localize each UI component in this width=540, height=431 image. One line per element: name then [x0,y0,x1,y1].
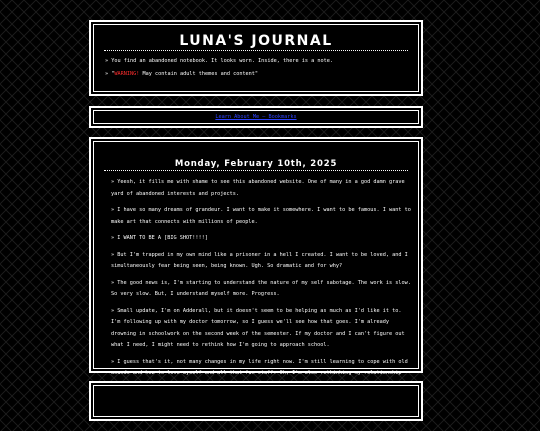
next-entry-panel [89,381,423,421]
intro-warning-line [105,71,411,78]
entry-paragraph: » I guess that's it, not many changes in my life right now. I'm still learning to cope with old wounds and how to love myself and all that fun stuff. Oh, I'm also rethinking my relationship [111,358,408,376]
title-divider [104,50,408,51]
warning-text: May contain adult themes and content" [139,71,259,77]
intro-line: » You find an abandoned notebook. It looks worn. Inside, there is a note. [105,58,333,64]
entry-date: Monday, February 10th, 2025 [174,159,338,169]
entry-paragraph: » The good news is, I'm starting to understand the nature of my self sabotage. The work is slow. So very slow. But, I understand myself more. Progress. [111,279,411,297]
entry-paragraph: » I WANT TO BE A [BIG SHOT!!!!] [111,235,208,241]
page-title: LUNA'S JOURNAL [179,33,333,49]
about-me-link[interactable]: Learn About Me – Bookmarks [215,114,297,120]
nav-panel [89,106,423,128]
warning-prefix: » " [105,71,115,77]
entry-paragraph: » But I'm trapped in my own mind like a prisoner in a hell I created. I want to be loved, and I simultaneously fear being seen, being known. Ugh. So dramatic and for why? [111,251,408,269]
entry-paragraph: » Small update, I'm on Adderall, but it doesn't seem to be helping as much as I'd like it to. I'm following up with my doctor tomorrow, so I guess we'll see how that goes. I'm already drowning in schoolwork on the second week of the semester. If my doctor and I can't figure out what I need, I might need to rethink how I'm going to approach school. [111,307,405,348]
journal-entry [89,137,423,376]
warning-label: WARNING! [114,71,140,77]
entry-paragraph: » I have so many dreams of grandeur. I want to make it somewhere. I want to be famous. I want to make art that connects with millions of people. [111,207,411,225]
entry-paragraph: » Yeesh, it fills me with shame to see this abandoned website. One of many in a god damn grave yard of abandoned interests and projects. [111,179,405,197]
header-panel [89,20,423,96]
date-divider [104,170,408,171]
